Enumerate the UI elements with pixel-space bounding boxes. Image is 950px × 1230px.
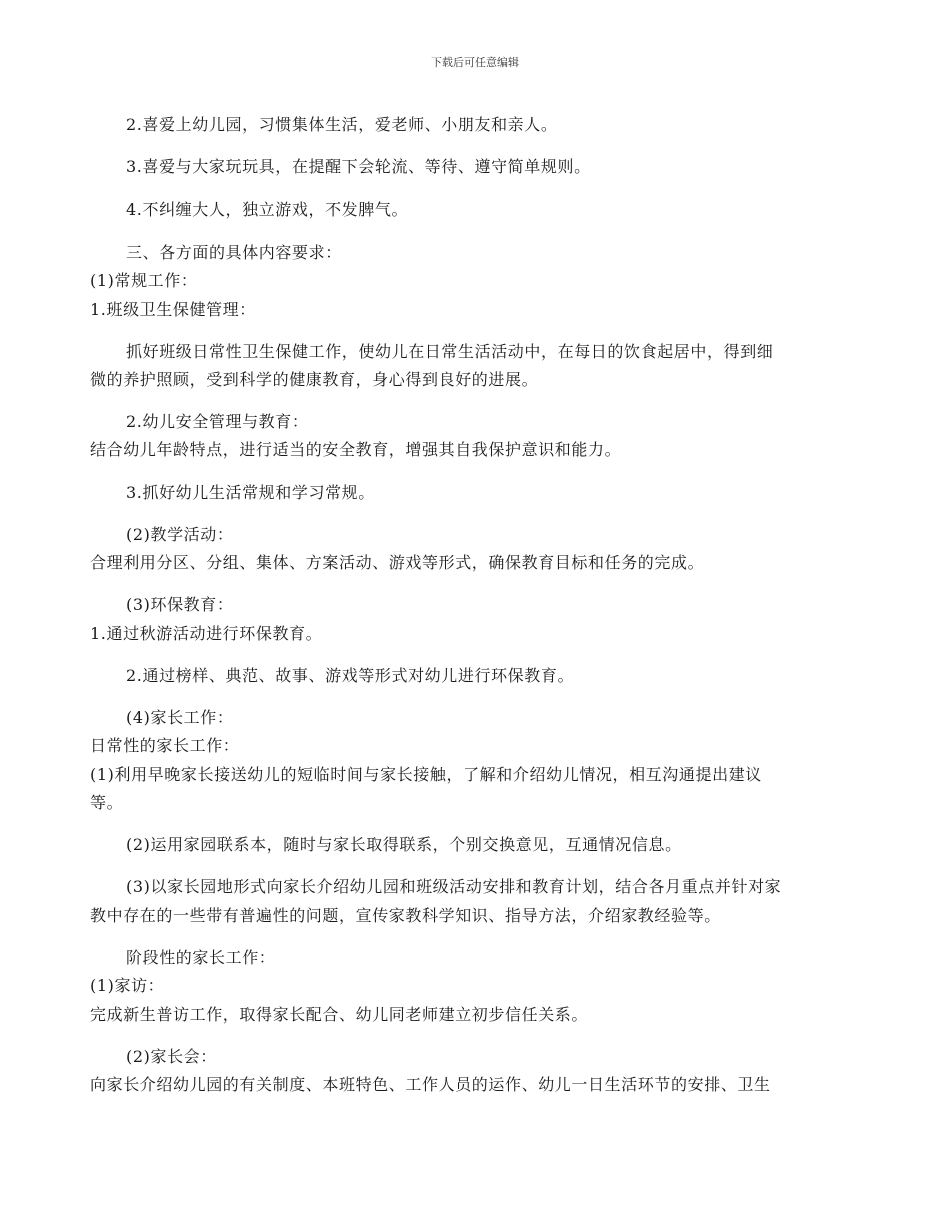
paragraph-line: (3)以家长园地形式向家长介绍幼儿园和班级活动安排和教育计划，结合各月重点并针对家 bbox=[126, 877, 782, 896]
item-heading: (1)家访： bbox=[90, 976, 165, 995]
paragraph-line: 等。 bbox=[90, 793, 124, 812]
paragraph-line: 完成新生普访工作，取得家长配合、幼儿同老师建立初步信任关系。 bbox=[90, 1005, 589, 1024]
item-heading: (2)家长会： bbox=[126, 1047, 217, 1066]
paragraph-line: 2.喜爱上幼儿园，习惯集体生活，爱老师、小朋友和亲人。 bbox=[126, 115, 558, 134]
paragraph-line: (1)利用早晚家长接送幼儿的短临时间与家长接触，了解和介绍幼儿情况，相互沟通提出建议 bbox=[90, 765, 762, 784]
item-heading: 1.班级卫生保健管理： bbox=[90, 300, 256, 319]
page-header: 下载后可任意编辑 bbox=[431, 56, 519, 69]
paragraph-line: 3.喜爱与大家玩玩具，在提醒下会轮流、等待、遵守简单规则。 bbox=[126, 157, 591, 176]
section-heading: 三、各方面的具体内容要求： bbox=[126, 243, 342, 262]
paragraph-line: 教中存在的一些带有普遍性的问题，宣传家教科学知识、指导方法，介绍家教经验等。 bbox=[90, 906, 721, 925]
subsection-heading: (2)教学活动： bbox=[126, 525, 234, 544]
paragraph-line: 抓好班级日常性卫生保健工作，使幼儿在日常生活活动中，在每日的饮食起居中，得到细 bbox=[126, 342, 774, 361]
paragraph-line: 向家长介绍幼儿园的有关制度、本班特色、工作人员的运作、幼儿一日生活环节的安排、卫生 bbox=[90, 1075, 771, 1094]
paragraph-line: 4.不纠缠大人，独立游戏，不发脾气。 bbox=[126, 200, 409, 219]
paragraph-line: (2)运用家园联系本，随时与家长取得联系，个别交换意见，互通情况信息。 bbox=[126, 835, 682, 854]
subsection-heading: (1)常规工作： bbox=[90, 271, 198, 290]
paragraph-line: 合理利用分区、分组、集体、方案活动、游戏等形式，确保教育目标和任务的完成。 bbox=[90, 553, 705, 572]
paragraph-line: 2.通过榜样、典范、故事、游戏等形式对幼儿进行环保教育。 bbox=[126, 666, 575, 685]
paragraph-line: 1.通过秋游活动进行环保教育。 bbox=[90, 624, 323, 643]
item-heading: 日常性的家长工作： bbox=[90, 736, 240, 755]
item-heading: 2.幼儿安全管理与教育： bbox=[126, 412, 309, 431]
paragraph-line: 微的养护照顾，受到科学的健康教育，身心得到良好的进展。 bbox=[90, 370, 539, 389]
paragraph-line: 结合幼儿年龄特点，进行适当的安全教育，增强其自我保护意识和能力。 bbox=[90, 440, 622, 459]
subsection-heading: (3)环保教育： bbox=[126, 595, 234, 614]
item-heading: 阶段性的家长工作： bbox=[126, 948, 276, 967]
subsection-heading: (4)家长工作： bbox=[126, 708, 234, 727]
paragraph-line: 3.抓好幼儿生活常规和学习常规。 bbox=[126, 483, 375, 502]
